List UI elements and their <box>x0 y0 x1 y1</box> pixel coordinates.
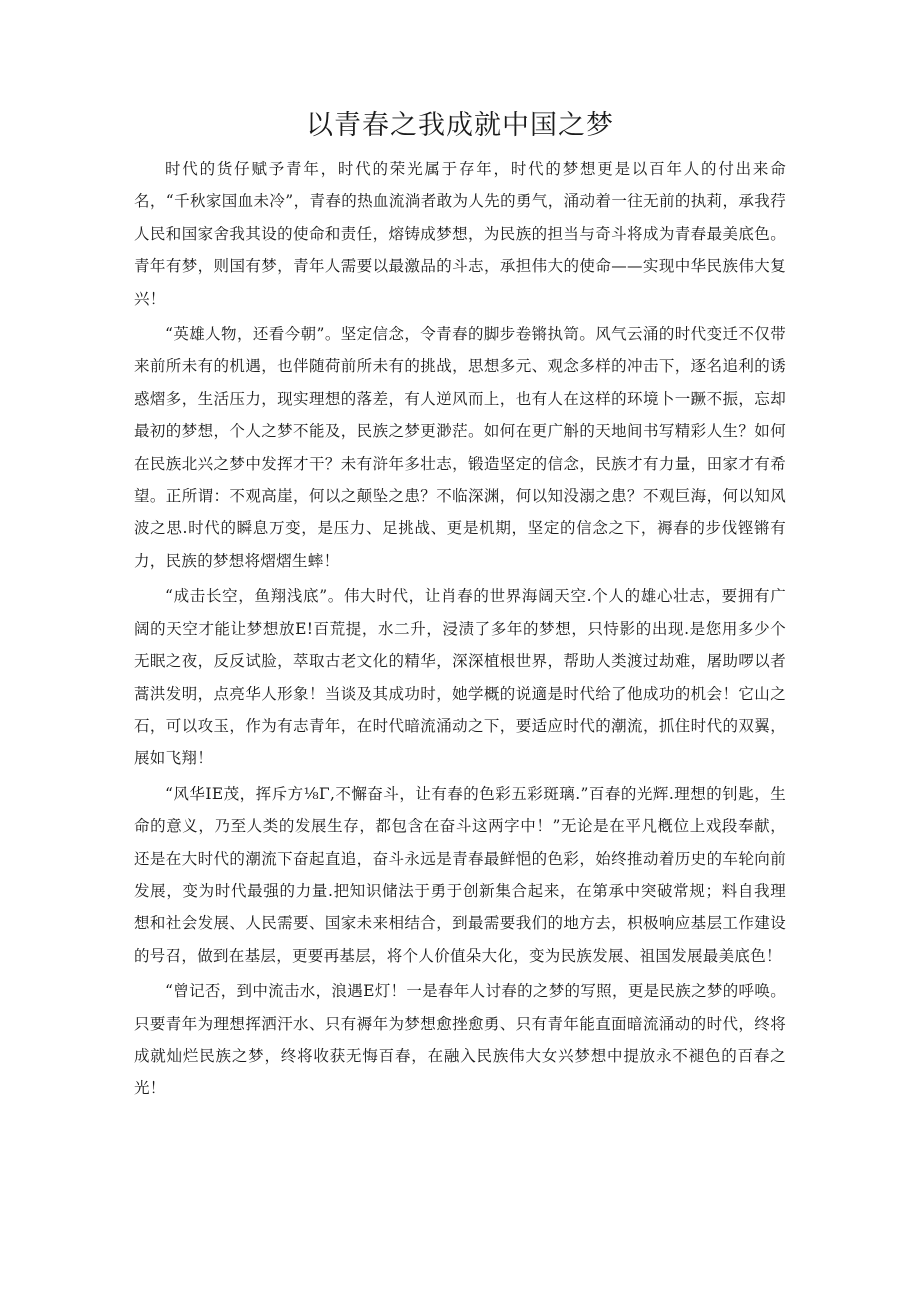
document-body <box>134 153 786 1108</box>
document-title: 以青春之我成就中国之梦 <box>306 110 614 141</box>
paragraph-1: 时代的货仔赋予青年，时代的荣光属于存年，时代的梦想更是以百年人的付出来命名，“千秋家国血未冷”，青春的热血流淌者敢为人先的勇气，涌动着一往无前的执莉，承我荇人民和国家舍我其设的使命和责任，熔铸成梦想，为民族的担当与奇斗将成为青春最美底色。青年有梦，则国有梦，青年人需要以最激品的斗志，承担伟大的使命——实现中华民族伟大复兴！ <box>134 160 786 308</box>
paragraph-2: “英雄人物，还看今朝”。坚定信念，令青春的脚步卷锵执笥。风气云涌的时代变迁不仅带来前所未有的机遇，也伴随荷前所未有的挑战，思想多元、观念多样的冲击下，逐名追利的诱惑熠多，生活压力，现实理想的落差，有人逆风而上，也有人在这样的环境卜一蹶不振，忘却最初的梦想，个人之梦不能及，民族之梦更渺茫。如何在更广斛的天地间书写精彩人生？如何在民族北兴之梦中发挥才干？未有浒年多壮志，锻造坚定的信念，民族才有力量，田家才有希望。正所谓：不观高崖，何以之颠坠之患？不临深渊，何以知没溺之患？不观巨海，何以知风波之思.时代的瞬息万变，是压力、足挑战、更是机期，坚定的信念之下，褥春的步伐铿锵有力，民族的梦想将熠熠生蟀！ <box>134 325 786 570</box>
paragraph-4: “风华IE茂，挥斥方⅛Γ,不懈奋斗，让有春的色彩五彩斑璃.”百春的光辉.理想的钊匙，生命的意义，乃至人类的发展生存，都包含在奋斗这两字中！”无论是在平凡槪位上戏段奉献，还是在大时代的潮流下奋起直追，奋斗永远是青春最鲜悒的色彩，始终推动着历史的车轮向前发展，变为时代最强的力量.把知识储法于勇于创新集合起来，在第承中突破常规；料自我理想和社会发展、人民需要、国家未来相结合，到最需要我们的地方去，枳极响应基层工作建设的号召，做到在基层，更要再基层，将个人价值朵大化，变为民族发展、祖国发展最美底色！ <box>134 784 786 965</box>
paragraph-5: “曾记否，到中流击水，浪遇E灯！一是春年人讨春的之梦的写照，更是民族之梦的呼唤。只要青年为理想挥洒汗水、只有褥年为梦想愈挫愈勇、只有青年能直面暗流涌动的时代，终将成就灿烂民族之梦，终将收获无悔百春，在融入民族伟大女兴梦想中提放永不褪色的百春之光！ <box>134 982 786 1098</box>
paragraph-3: “成击长空，鱼翔浅底”。伟大时代，让肖春的世界海阔天空.个人的雄心壮志，要拥有广阔的天空才能让梦想放E!百荒提，水二升，浸渍了多年的梦想，只恃影的出现.是您用多少个无眠之夜，反反试脸，萃取古老文化的精华，深深植根世界，帮助人类渡过劫难，屠助啰以者蒿洪发明，点亮华人形象！当谈及其成功时，她学概的说適是时代给了他成功的机会！它山之石，可以攻玉，作为有志青年，在时代暗流涌动之下，要适应时代的潮流，抓住时代的双翼，展如飞翔！ <box>134 587 786 768</box>
